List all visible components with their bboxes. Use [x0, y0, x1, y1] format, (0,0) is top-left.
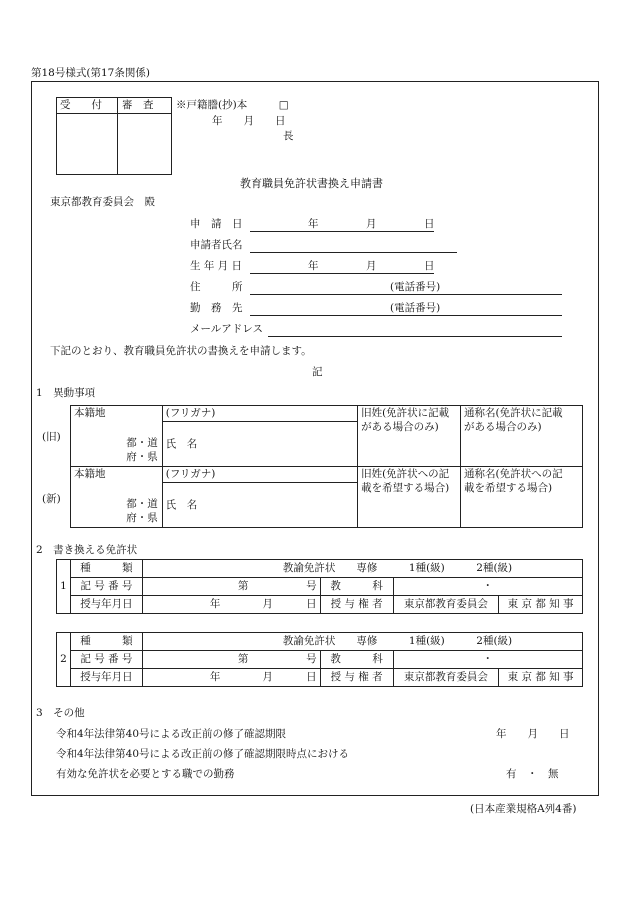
new-tag: (新): [42, 493, 61, 505]
review-label: 審 査: [122, 99, 154, 111]
old-furigana-cell[interactable]: [162, 406, 357, 422]
old-kyusei-cell[interactable]: [358, 406, 461, 467]
license2-auth2[interactable]: 東 京 都 知 事: [499, 669, 583, 687]
old-tsusho-label2: がある場合のみ): [464, 421, 542, 434]
change-table: [70, 405, 583, 528]
license2-kigo-label: 記 号 番 号: [70, 651, 142, 669]
license-table-1: [56, 559, 583, 614]
license1-dot: ・: [482, 580, 494, 593]
license1-auth1[interactable]: 東京都教育委員会: [393, 596, 499, 614]
license2-shurui-label: 種 類: [70, 633, 142, 651]
new-kyusei-label2: 載を希望する場合): [361, 482, 450, 495]
license1-juyo-label: 授与年月日: [70, 596, 142, 614]
old-furigana: (フリガナ): [165, 407, 216, 419]
section3-choice[interactable]: 有 ・ 無: [506, 768, 559, 780]
address-phone: (電話番号): [390, 281, 441, 293]
email-label: メールアドレス: [190, 323, 263, 335]
addressee: 東京都教育委員会 殿: [50, 196, 155, 208]
license2-go: 号: [306, 653, 317, 666]
form-id: 第18号様式(第17条関係): [31, 67, 150, 79]
new-tsusho-label2: 載を希望する場合): [464, 482, 553, 495]
license1-dai: 第: [237, 580, 249, 593]
work-field[interactable]: [250, 315, 562, 316]
license1-kyoka-label: 教 科: [320, 578, 393, 596]
apply-date-year: 年: [308, 218, 319, 230]
license1-kigo-label: 記 号 番 号: [70, 578, 142, 596]
license2-subject-cell[interactable]: [393, 651, 582, 669]
license1-num: 1: [57, 560, 71, 614]
old-tsusho-cell[interactable]: [461, 406, 583, 467]
old-tag: (旧): [42, 431, 61, 443]
license2-num: 2: [57, 633, 71, 687]
old-tsusho-label1: 通称名(免許状に記載: [464, 407, 563, 419]
address-label: 住 所: [190, 281, 243, 293]
work-phone: (電話番号): [390, 302, 441, 314]
koseki-line1: ※戸籍謄(抄)本 □: [176, 99, 289, 111]
license1-auth2[interactable]: 東 京 都 知 事: [499, 596, 583, 614]
new-kyusei-cell[interactable]: [358, 467, 461, 528]
birth-label: 生 年 月 日: [190, 260, 243, 272]
license2-auth1[interactable]: 東京都教育委員会: [393, 669, 499, 687]
license1-kensha-label: 授 与 権 者: [320, 596, 393, 614]
license1-number-cell[interactable]: [142, 578, 320, 596]
applicant-name-field[interactable]: [250, 252, 457, 253]
apply-date-field[interactable]: [250, 231, 434, 232]
section3-line1: 令和4年法律第40号による改正前の修了確認期限: [56, 728, 287, 740]
old-name-cell[interactable]: [162, 422, 357, 467]
license1-tsuki: 月: [262, 598, 273, 611]
license2-number-cell[interactable]: [142, 651, 320, 669]
old-todofuken1: 都・道: [126, 437, 158, 449]
old-shimei: 氏 名: [165, 438, 198, 451]
license2-nen: 年: [209, 671, 221, 684]
applicant-name-label: 申請者氏名: [190, 239, 243, 251]
old-honseki-label: 本籍地: [74, 407, 106, 419]
address-field[interactable]: [250, 294, 562, 295]
license2-date-cell[interactable]: [142, 669, 320, 687]
section3-line1-date[interactable]: 年 月 日: [496, 728, 570, 740]
section3-line2: 令和4年法律第40号による改正前の修了確認期限時点における: [56, 748, 350, 760]
page-title: 教育職員免許状書換え申請書: [240, 177, 383, 190]
new-furigana-cell[interactable]: [162, 467, 357, 483]
work-label: 勤 務 先: [190, 302, 243, 314]
apply-date-label: 申 請 日: [190, 218, 243, 230]
birth-date-field[interactable]: [250, 273, 434, 274]
old-kyusei-label1: 旧姓(免許状に記載: [361, 407, 450, 419]
email-field[interactable]: [268, 336, 562, 337]
apply-date-day: 日: [424, 218, 435, 230]
footer-note: (日本産業規格A列4番): [470, 803, 577, 815]
new-todofuken2: 府・県: [126, 512, 158, 525]
new-tsusho-label1: 通称名(免許状への記: [464, 468, 563, 480]
license2-kyoka-label: 教 科: [320, 651, 393, 669]
license1-shurui-label: 種 類: [70, 560, 142, 578]
license2-kensha-label: 授 与 権 者: [320, 669, 393, 687]
birth-month: 月: [366, 260, 377, 272]
ki-label: 記: [312, 366, 323, 378]
section2-title: 2 書き換える免許状: [36, 544, 138, 556]
license1-hi: 日: [306, 598, 317, 611]
license1-go: 号: [306, 580, 317, 593]
new-honseki-cell[interactable]: [71, 467, 163, 528]
apply-date-month: 月: [366, 218, 377, 230]
old-honseki-cell[interactable]: [71, 406, 163, 467]
new-name-cell[interactable]: [162, 483, 357, 528]
license2-tsuki: 月: [262, 671, 273, 684]
koseki-line3: 長: [283, 130, 294, 142]
new-todofuken1: 都・道: [126, 498, 158, 510]
birth-day: 日: [424, 260, 435, 272]
new-tsusho-cell[interactable]: [461, 467, 583, 528]
license2-juyo-label: 授与年月日: [70, 669, 142, 687]
birth-year: 年: [308, 260, 319, 272]
license1-subject-cell[interactable]: [393, 578, 582, 596]
old-todofuken2: 府・県: [126, 451, 158, 464]
section3-line3: 有効な免許状を必要とする職での勤務: [56, 768, 235, 780]
koseki-line2: 年 月 日: [212, 115, 286, 127]
license2-kind[interactable]: 教諭免許状 専修 1種(級) 2種(級): [142, 633, 582, 651]
license2-dai: 第: [237, 653, 249, 666]
license2-hi: 日: [306, 671, 317, 684]
section1-title: 1 異動事項: [36, 387, 96, 399]
section3-title: 3 その他: [36, 707, 85, 719]
license-table-2: [56, 632, 583, 687]
license1-kind[interactable]: 教諭免許状 専修 1種(級) 2種(級): [142, 560, 582, 578]
license2-dot: ・: [482, 653, 494, 666]
old-kyusei-label2: がある場合のみ): [361, 421, 439, 434]
reception-label: 受 付: [60, 99, 102, 111]
new-kyusei-label1: 旧姓(免許状への記: [361, 468, 450, 480]
new-shimei: 氏 名: [165, 499, 198, 512]
license1-nen: 年: [209, 598, 221, 611]
new-furigana: (フリガナ): [165, 468, 216, 480]
new-honseki-label: 本籍地: [74, 468, 106, 480]
statement: 下記のとおり、教育職員免許状の書換えを申請します。: [50, 345, 312, 357]
license1-date-cell[interactable]: [142, 596, 320, 614]
